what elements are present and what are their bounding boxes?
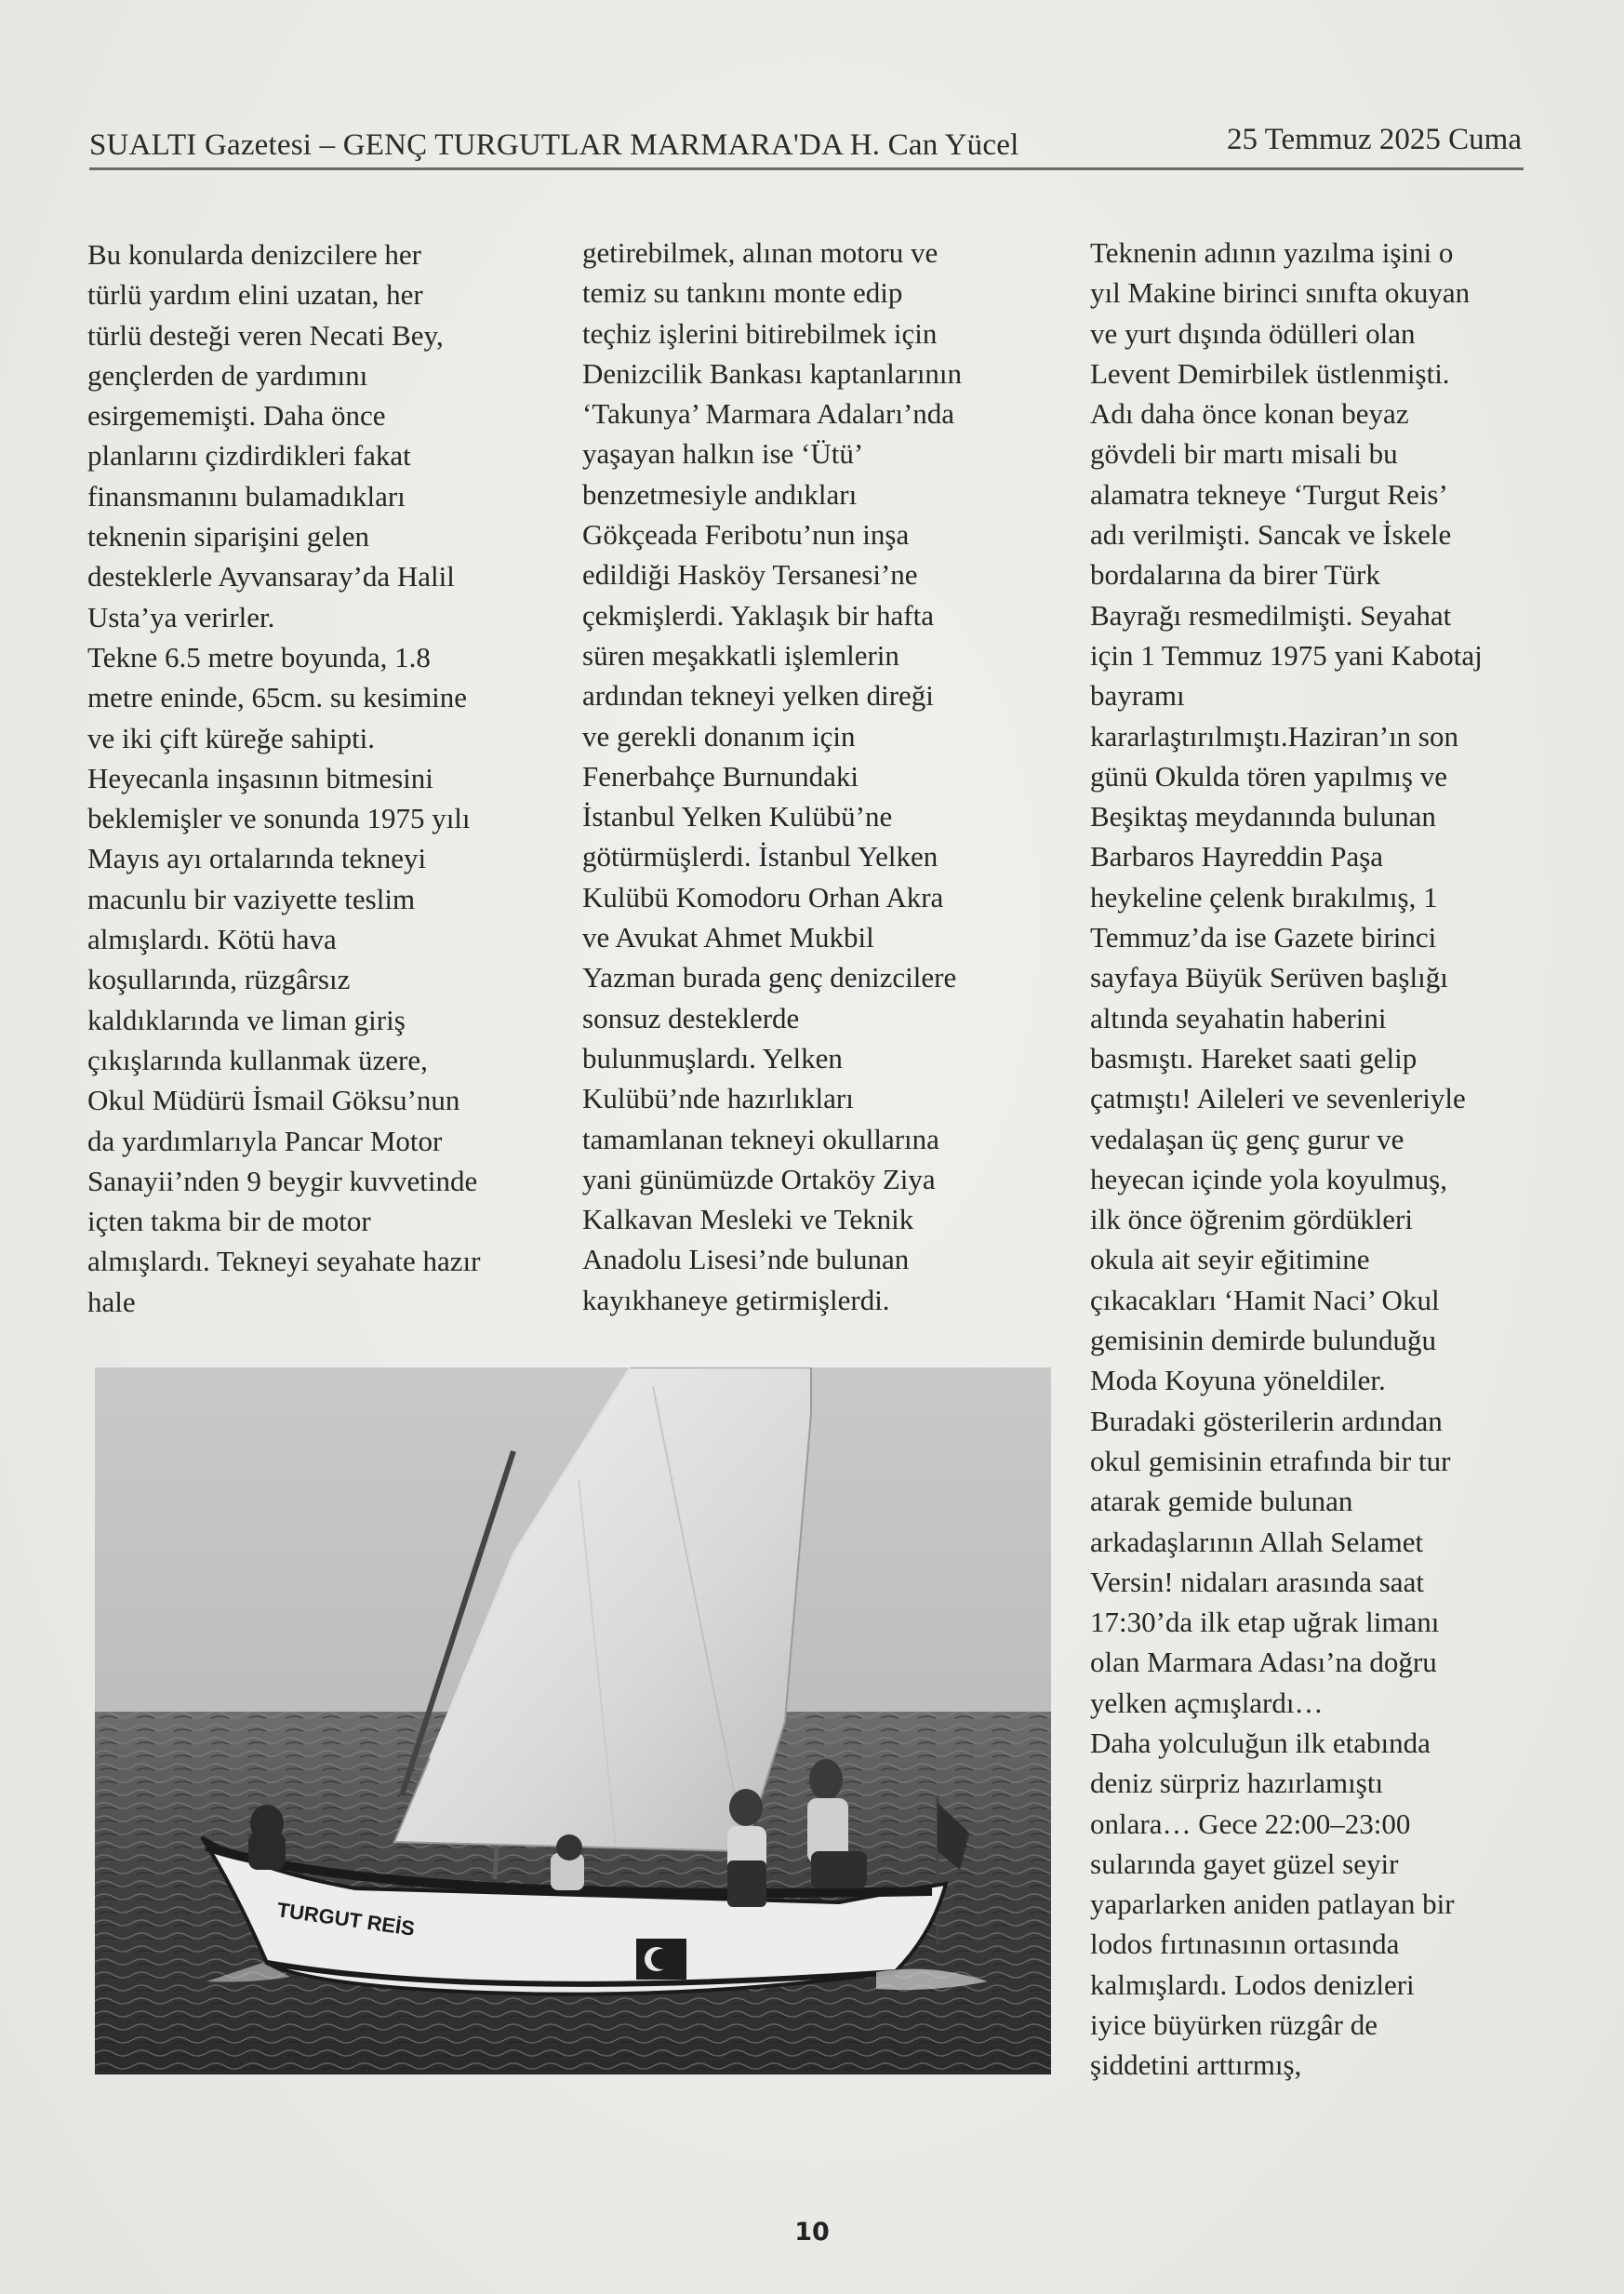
text-line: Yazman burada genç denizcilere — [582, 961, 957, 994]
text-line: Usta’ya verirler. — [87, 600, 275, 634]
text-line: Daha yolculuğun ilk etabında — [1090, 1726, 1431, 1759]
text-line: macunlu bir vaziyette teslim — [87, 882, 416, 915]
text-line: lodos fırtınasının ortasında — [1090, 1927, 1400, 1961]
text-line: Denizcilik Bankası kaptanlarının — [582, 356, 963, 390]
text-line: metre eninde, 65cm. su kesimine — [87, 681, 468, 714]
header-divider — [89, 167, 1524, 170]
text-line: Okul Müdürü İsmail Göksu’nun — [87, 1084, 460, 1117]
text-line: içten takma bir de motor — [87, 1205, 371, 1238]
text-line: arkadaşlarının Allah Selamet — [1090, 1525, 1424, 1558]
text-line: bayramı — [1090, 679, 1185, 713]
text-line: almışlardı. Tekneyi seyahate hazır — [87, 1245, 481, 1278]
text-line: kaldıklarında ve liman giriş — [87, 1003, 406, 1036]
text-line: iyice büyürken rüzgâr de — [1090, 2008, 1378, 2042]
text-line: olan Marmara Adası’na doğru — [1090, 1646, 1437, 1679]
text-line: Anadolu Lisesi’nde bulunan — [582, 1243, 910, 1276]
text-line: gemisinin demirde bulunduğu — [1090, 1324, 1436, 1357]
text-line: okula ait seyir eğitimine — [1090, 1243, 1370, 1276]
text-line: deniz sürpriz hazırlamıştı — [1090, 1767, 1384, 1800]
text-line: tamamlanan tekneyi okullarına — [582, 1122, 939, 1155]
text-line: temiz su tankını monte edip — [582, 276, 903, 310]
text-line: finansmanını bulamadıkları — [87, 479, 406, 513]
text-line: Heyecanla inşasının bitmesini — [87, 761, 433, 794]
text-line: yaparlarken aniden patlayan bir — [1090, 1887, 1455, 1921]
text-line: sularında gayet güzel seyir — [1090, 1847, 1399, 1880]
text-line: Tekne 6.5 metre boyunda, 1.8 — [87, 640, 431, 674]
text-line: Fenerbahçe Burnundaki — [582, 759, 859, 793]
text-line: günü Okulda tören yapılmış ve — [1090, 759, 1447, 793]
text-line: yıl Makine birinci sınıfta okuyan — [1090, 276, 1471, 310]
text-line: çıkışlarında kullanmak üzere, — [87, 1043, 428, 1076]
text-line: benzetmesiyle andıkları — [582, 477, 858, 511]
text-line: süren meşakkatli işlemlerin — [582, 638, 899, 672]
text-line: kalmışlardı. Lodos denizleri — [1090, 1967, 1415, 2001]
text-line: sayfaya Büyük Serüven başlığı — [1090, 961, 1448, 994]
text-line: yaşayan halkın ise ‘Ütü’ — [582, 437, 864, 471]
text-line: koşullarında, rüzgârsız — [87, 963, 351, 996]
sailboat-photo — [95, 1367, 1051, 2074]
text-line: Buradaki gösterilerin ardından — [1090, 1404, 1443, 1437]
text-line: kararlaştırılmıştı.Haziran’ın son — [1090, 719, 1458, 753]
text-line: Barbaros Hayreddin Paşa — [1090, 840, 1384, 874]
text-line: hale — [87, 1285, 136, 1318]
text-line: yani günümüzde Ortaköy Ziya — [582, 1162, 936, 1195]
text-line: 17:30’da ilk etap uğrak limanı — [1090, 1606, 1440, 1639]
text-line: vedalaşan üç genç gurur ve — [1090, 1122, 1404, 1155]
text-line: adı verilmişti. Sancak ve İskele — [1090, 518, 1452, 552]
text-line: Teknenin adının yazılma işini o — [1090, 236, 1454, 269]
text-line: çıkacakları ‘Hamit Naci’ Okul — [1090, 1283, 1440, 1316]
text-line: çatmıştı! Aileleri ve sevenleriyle — [1090, 1082, 1466, 1115]
text-line: Beşiktaş meydanında bulunan — [1090, 800, 1436, 834]
text-line: okul gemisinin etrafında bir tur — [1090, 1444, 1451, 1477]
text-line: edildiği Hasköy Tersanesi’ne — [582, 558, 918, 592]
text-line: Versin! nidaları arasında saat — [1090, 1565, 1424, 1598]
text-line: planlarını çizdirdikleri fakat — [87, 439, 411, 473]
text-line: bulunmuşlardı. Yelken — [582, 1041, 843, 1074]
text-line: için 1 Temmuz 1975 yani Kabotaj — [1090, 638, 1483, 672]
header-title: SUALTI Gazetesi – GENÇ TURGUTLAR MARMARA'DA H. Can Yücel — [89, 128, 1019, 162]
text-line: gençlerden de yardımını — [87, 358, 368, 392]
text-line: yelken açmışlardı… — [1090, 1686, 1324, 1719]
text-line: şiddetini arttırmış, — [1090, 2048, 1302, 2082]
text-line: atarak gemide bulunan — [1090, 1485, 1353, 1518]
boat-name: TURGUT REİS — [275, 1898, 417, 1941]
text-line: İstanbul Yelken Kulübü’ne — [582, 800, 893, 834]
text-line: Adı daha önce konan beyaz — [1090, 397, 1409, 431]
text-line: Kulübü Komodoru Orhan Akra — [582, 880, 944, 914]
text-line: basmıştı. Hareket saati gelip — [1090, 1041, 1418, 1074]
text-line: ve Avukat Ahmet Mukbil — [582, 921, 874, 954]
text-line: ve yurt dışında ödülleri olan — [1090, 316, 1416, 350]
text-line: heyecan içinde yola koyulmuş, — [1090, 1162, 1447, 1195]
text-line: getirebilmek, alınan motoru ve — [582, 236, 938, 269]
text-line: çekmişlerdi. Yaklaşık bir hafta — [582, 598, 934, 632]
text-line: ilk önce öğrenim gördükleri — [1090, 1203, 1413, 1236]
text-line: beklemişler ve sonunda 1975 yılı — [87, 802, 471, 835]
text-line: alamatra tekneye ‘Turgut Reis’ — [1090, 477, 1448, 511]
text-line: esirgememişti. Daha önce — [87, 399, 386, 433]
page-number: 10 — [794, 2218, 830, 2247]
text-line: heykeline çelenk bırakılmış, 1 — [1090, 880, 1438, 914]
text-line: ‘Takunya’ Marmara Adaları’nda — [582, 397, 955, 431]
text-line: almışlardı. Kötü hava — [87, 923, 337, 956]
text-line: ve gerekli donanım için — [582, 719, 856, 753]
page-header — [89, 123, 1522, 167]
text-line: kayıkhaneye getirmişlerdi. — [582, 1283, 890, 1316]
text-line: da yardımlarıyla Pancar Motor — [87, 1124, 443, 1157]
header-date: 25 Temmuz 2025 Cuma — [1227, 123, 1522, 156]
text-line: altında seyahatin haberini — [1090, 1001, 1387, 1034]
text-line: Moda Koyuna yöneldiler. — [1090, 1364, 1386, 1397]
text-line: onlara… Gece 22:00–23:00 — [1090, 1807, 1411, 1840]
text-line: türlü yardım elini uzatan, her — [87, 278, 423, 312]
text-line: ardından tekneyi yelken direği — [582, 679, 934, 713]
text-line: Mayıs ayı ortalarında tekneyi — [87, 842, 427, 875]
text-column-2 — [582, 233, 962, 1320]
text-line: gövdeli bir martı misali bu — [1090, 437, 1398, 471]
text-line: Bayrağı resmedilmişti. Seyahat — [1090, 598, 1452, 632]
text-line: Kulübü’nde hazırlıkları — [582, 1082, 854, 1115]
text-line: desteklerle Ayvansaray’da Halil — [87, 560, 455, 594]
text-line: Bu konularda denizcilere her — [87, 238, 421, 271]
text-line: götürmüşlerdi. İstanbul Yelken — [582, 840, 938, 874]
text-line: Kalkavan Mesleki ve Teknik — [582, 1203, 914, 1236]
text-line: Levent Demirbilek üstlenmişti. — [1090, 356, 1450, 390]
text-line: Gökçeada Feribotu’nun inşa — [582, 518, 910, 552]
text-line: bordalarına da birer Türk — [1090, 558, 1380, 592]
text-line: teknenin siparişini gelen — [87, 520, 370, 553]
text-line: ve iki çift küreğe sahipti. — [87, 721, 376, 754]
text-line: Sanayii’nden 9 beygir kuvvetinde — [87, 1164, 478, 1197]
text-line: Temmuz’da ise Gazete birinci — [1090, 921, 1437, 954]
text-line: teçhiz işlerini bitirebilmek için — [582, 316, 938, 350]
text-column-1 — [87, 234, 480, 1322]
text-line: sonsuz desteklerde — [582, 1001, 800, 1034]
text-column-3 — [1090, 233, 1483, 2086]
text-line: türlü desteği veren Necati Bey, — [87, 318, 444, 352]
